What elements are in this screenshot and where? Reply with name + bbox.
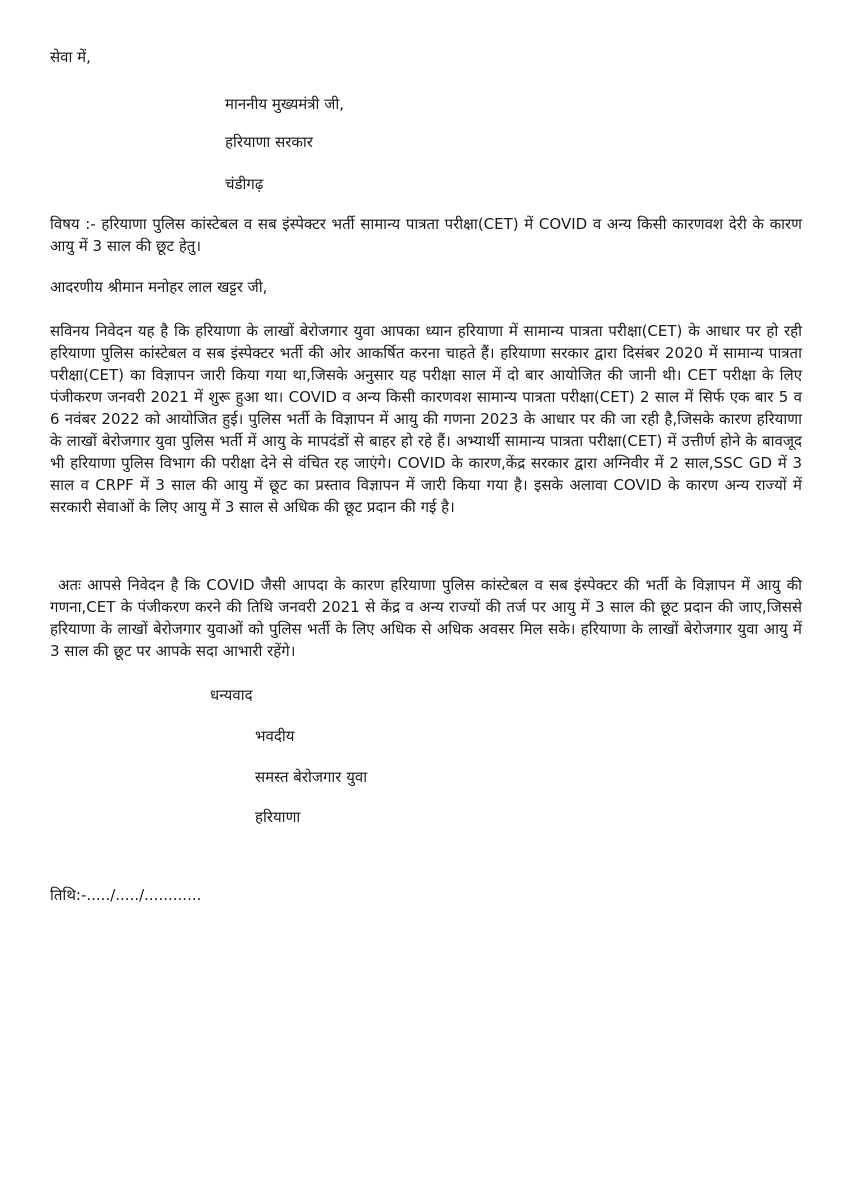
subject-line: विषय :- हरियाणा पुलिस कांस्टेबल व सब इंस्पेक्टर भर्ती सामान्य पात्रता परीक्षा(CET) में COVID व अन्य किसी कारणवश देरी के कारण आयु में 3 साल की छूट हेतु। xyxy=(50,215,802,255)
date-line: तिथि:-...../...../............ xyxy=(50,886,202,904)
recipient-line-3: चंडीगढ़ xyxy=(225,175,264,193)
sender-line-3: हरियाणा xyxy=(255,808,301,826)
recipient-line-2: हरियाणा सरकार xyxy=(225,133,313,151)
salutation-to: सेवा में, xyxy=(50,48,91,66)
recipient-line-1: माननीय मुख्यमंत्री जी, xyxy=(225,95,344,113)
sender-line-1: भवदीय xyxy=(255,727,295,745)
body-paragraph-2: अतः आपसे निवेदन है कि COVID जैसी आपदा के कारण हरियाणा पुलिस कांस्टेबल व सब इंस्पेक्टर की भर्ती के विज्ञापन में आयु की गणना,CET के पंजीकरण करने की तिथि जनवरी 2021 से केंद्र व अन्य राज्यों की तर्ज पर आयु में 3 साल की छूट प्रदान की जाए,जिससे हरियाणा के लाखों बेरोजगार युवाओं को पुलिस भर्ती के लिए अधिक से अधिक अवसर मिल सके। हरियाणा के लाखों बेरोजगार युवा आयु में 3 साल की छूट पर आपके सदा आभारी रहेंगे। xyxy=(50,576,802,660)
closing-thanks: धन्यवाद xyxy=(210,686,253,704)
body-paragraph-1: सविनय निवेदन यह है कि हरियाणा के लाखों बेरोजगार युवा आपका ध्यान हरियाणा में सामान्य पात्रता परीक्षा(CET) के आधार पर हो रही हरियाणा पुलिस कांस्टेबल व सब इंस्पेक्टर भर्ती की ओर आकर्षित करना चाहते हैं। हरियाणा सरकार द्वारा दिसंबर 2020 में सामान्य पात्रता परीक्षा(CET) का विज्ञापन जारी किया गया था,जिसके अनुसार यह परीक्षा साल में दो बार आयोजित की जानी थी। CET परीक्षा के लिए पंजीकरण जनवरी 2021 में शुरू हुआ था। COVID व अन्य किसी कारणवश सामान्य पात्रता परीक्षा(CET) 2 साल में सिर्फ एक बार 5 व 6 नवंबर 2022 को आयोजित हुई। पुलिस भर्ती के विज्ञापन में आयु की गणना 2023 के आधार पर की जा रही है,जिसके कारण हरियाणा के लाखों बेरोजगार युवा पुलिस भर्ती में आयु के मापदंडों से बाहर हो रहे हैं। अभ्यार्थी सामान्य पात्रता परीक्षा(CET) में उत्तीर्ण होने के बावजूद भी हरियाणा पुलिस विभाग की परीक्षा देने से वंचित रह जाएंगे। COVID के कारण,केंद्र सरकार द्वारा अग्निवीर में 2 साल,SSC GD में 3 साल व CRPF में 3 साल की आयु में छूट का प्रस्ताव विज्ञापन में जारी किया गया है। इसके अलावा COVID के कारण अन्य राज्यों में सरकारी सेवाओं के लिए आयु में 3 साल से अधिक की छूट प्रदान की गई है। xyxy=(50,322,802,516)
sender-line-2: समस्त बेरोजगार युवा xyxy=(255,768,368,786)
greeting: आदरणीय श्रीमान मनोहर लाल खट्टर जी, xyxy=(50,278,268,296)
